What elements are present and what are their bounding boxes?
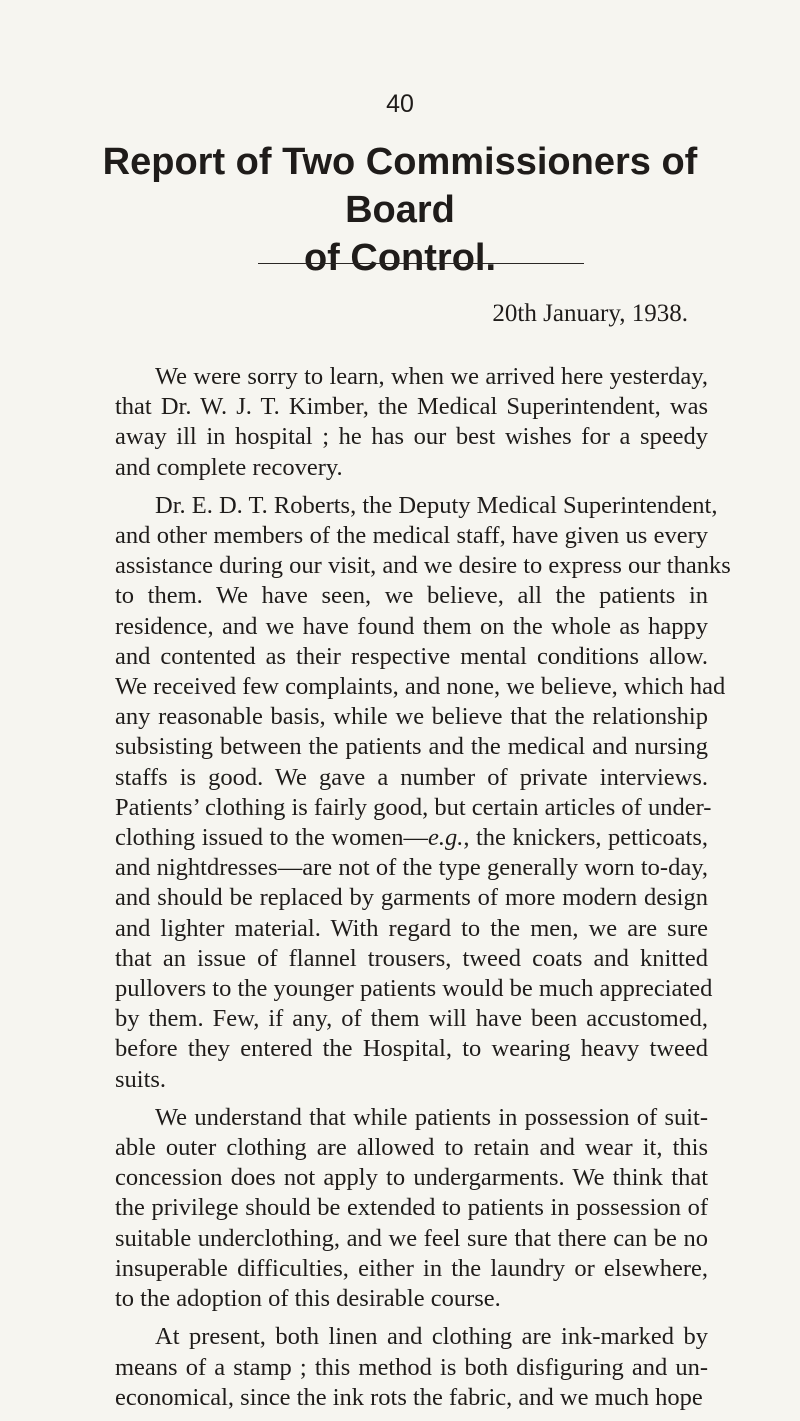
paragraph [115, 1322, 708, 1413]
text-line: We understand that while patients in possession of suit- [155, 1103, 708, 1131]
text-line: assistance during our visit, and we desire to express our thanks [115, 552, 731, 580]
text-line: At present, both linen and clothing are ink-marked by [155, 1323, 708, 1351]
text-line: suits. [115, 1065, 167, 1093]
text-line: economical, since the ink rots the fabric, and we much hope [115, 1383, 703, 1411]
title-divider [258, 263, 584, 264]
text-line: that Dr. W. J. T. Kimber, the Medical Superintendent, was [115, 393, 708, 421]
text-line: residence, and we have found them on the whole as happy [115, 612, 708, 640]
text-line: clothing issued to the women—e.g., the knickers, petticoats, [115, 824, 708, 852]
text-line: We received few complaints, and none, we believe, which had [115, 673, 726, 701]
text-line: and other members of the medical staff, have given us every [115, 522, 708, 550]
text-line: to them. We have seen, we believe, all the patients in [115, 582, 708, 610]
text-line: away ill in hospital ; he has our best wishes for a speedy [115, 423, 708, 451]
report-date: 20th January, 1938. [492, 300, 688, 327]
text-line: Patients’ clothing is fairly good, but certain articles of under- [115, 793, 712, 821]
text-line: staffs is good. We gave a number of private interviews. [115, 763, 708, 791]
text-line: and complete recovery. [115, 453, 343, 481]
text-line: suitable underclothing, and we feel sure that there can be no [115, 1224, 708, 1252]
text-line: subsisting between the patients and the medical and nursing [115, 733, 708, 761]
report-title [100, 138, 700, 282]
report-body [115, 362, 731, 1421]
title-line: Report of Two Commissioners of Board [102, 141, 698, 231]
text-line: concession does not apply to undergarments. We think that [115, 1164, 708, 1192]
text-line: pullovers to the younger patients would be much appreciated [115, 975, 713, 1003]
title-line: of Control. [303, 237, 497, 279]
text-line: able outer clothing are allowed to retain and wear it, this [115, 1134, 708, 1162]
text-line: that an issue of flannel trousers, tweed coats and knitted [115, 944, 708, 972]
paragraph [115, 362, 708, 483]
text-line: before they entered the Hospital, to wearing heavy tweed [115, 1035, 708, 1063]
text-line: by them. Few, if any, of them will have been accustomed, [115, 1005, 708, 1033]
text-line: Dr. E. D. T. Roberts, the Deputy Medical Superintendent, [155, 491, 718, 519]
text-line: and should be replaced by garments of more modern design [115, 884, 708, 912]
text-line: any reasonable basis, while we believe that the relationship [115, 703, 708, 731]
text-line: and lighter material. With regard to the men, we are sure [115, 914, 708, 942]
text-line: We were sorry to learn, when we arrived here yesterday, [155, 363, 708, 390]
text-line: insuperable difficulties, either in the laundry or elsewhere, [115, 1254, 708, 1282]
text-line: means of a stamp ; this method is both disfiguring and un- [115, 1353, 708, 1381]
text-line: and nightdresses—are not of the type generally worn to-day, [115, 854, 708, 882]
page-number: 40 [386, 90, 414, 118]
paragraph [115, 1103, 708, 1314]
text-line: and contented as their respective mental conditions allow. [115, 642, 708, 670]
text-line: to the adoption of this desirable course. [115, 1285, 501, 1313]
text-line: the privilege should be extended to patients in possession of [115, 1194, 708, 1222]
paragraph [115, 491, 731, 1095]
